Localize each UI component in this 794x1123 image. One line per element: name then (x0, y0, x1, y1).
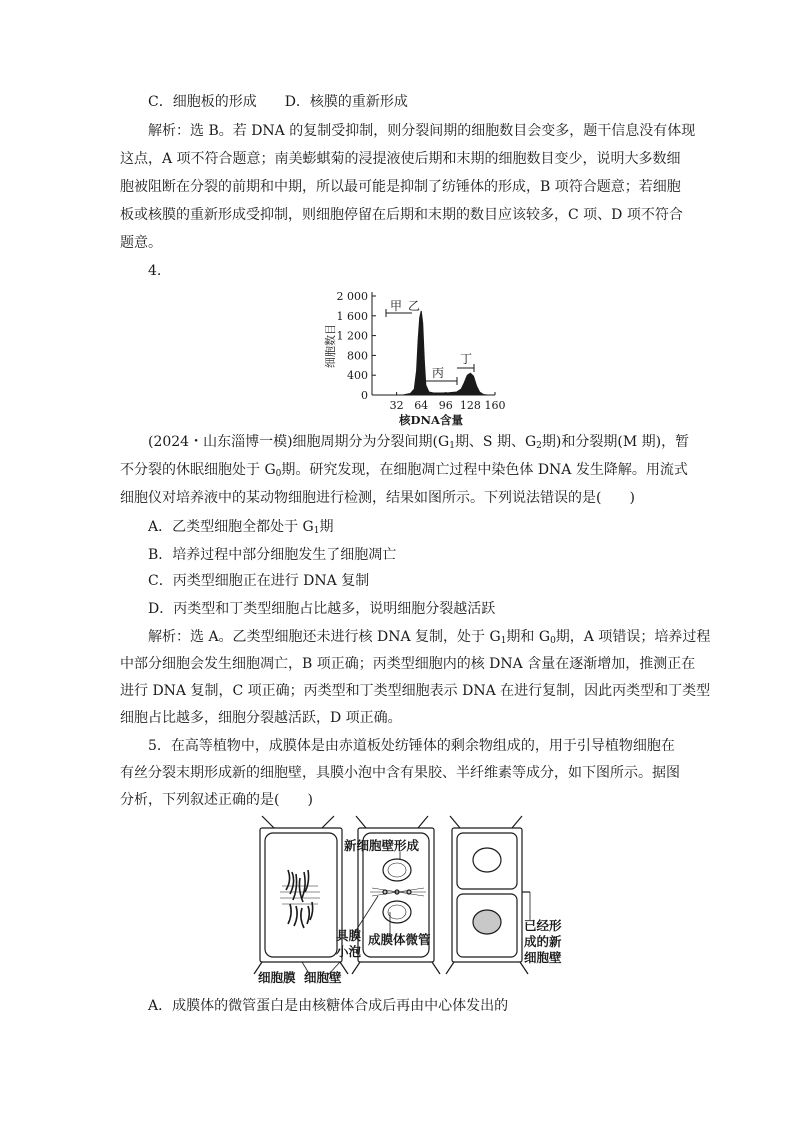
q3-options-cd: C．细胞板的形成 D．核膜的重新形成 (148, 94, 408, 110)
q4-analysis-line-4: 细胞占比越多，细胞分裂越活跃，D 项正确。 (120, 710, 402, 726)
chart-y-axis-label: 细胞数目 (324, 324, 337, 368)
q4-stem-line-1: (2024・山东淄博一模)细胞周期分为分裂间期($G_1$期、S 期、$G_2$期)和分裂期(M 期)，暂 (148, 434, 690, 451)
y-tick-label: 800 (347, 349, 368, 363)
label-microtubule: 成膜体微管 (368, 932, 431, 947)
q4-stem-line-2: 不分裂的休眠细胞处于 $G_0$期。研究发现，在细胞凋亡过程中染色体 DNA 发生降解。用流式 (120, 462, 688, 479)
label-vesicle-line-1: 具膜 (336, 928, 362, 943)
label-bing: 丙 (431, 366, 445, 380)
q4-number: 4. (148, 263, 162, 279)
q3-analysis-line-4: 板或核膜的重新形成受抑制，则细胞停留在后期和末期的数目应该较多，C 项、D 项不符合 (120, 207, 683, 223)
q5-option-a: A．成膜体的微管蛋白是由核糖体合成后再由中心体发出的 (148, 998, 509, 1014)
q5-stem-line-2: 有丝分裂末期形成新的细胞壁，具膜小泡中含有果胶、半纤维素等成分，如下图所示。据图 (120, 765, 680, 781)
x-tick-label: 64 (414, 399, 429, 412)
x-tick-label: 96 (438, 399, 453, 412)
q4-analysis-line-1: 解析：选 A。乙类型细胞还未进行核 DNA 复制，处于 $G_1$期和 $G_0$期，A 项错误；培养过程 (148, 629, 711, 646)
q4-option-a: A．乙类型细胞全都处于 $G_1$期 (148, 519, 334, 536)
q5-stem-line-3: 分析，下列叙述正确的是( ) (120, 792, 313, 808)
label-yi: 乙 (407, 299, 421, 313)
dna-content-histogram (320, 284, 510, 430)
chart-x-axis-label: 核DNA含量 (399, 413, 463, 427)
label-jia: 甲 (389, 299, 403, 313)
y-tick-label: 0 (361, 389, 368, 402)
label-formed-wall-3: 细胞壁 (524, 950, 562, 965)
label-cell-membrane: 细胞膜 (258, 970, 296, 985)
label-vesicle-line-2: 小泡 (336, 944, 362, 959)
cell-plate-figure (250, 812, 580, 990)
q4-analysis-line-3: 进行 DNA 复制，C 项正确；丙类型和丁类型细胞表示 DNA 在进行复制，因此丙类型和丁类型 (120, 683, 711, 699)
label-new-wall-forming: 新细胞壁形成 (344, 838, 420, 853)
y-tick-label: 1 600 (336, 309, 368, 323)
q3-analysis-line-3: 胞被阻断在分裂的前期和中期，所以最可能是抑制了纺锤体的形成，B 项符合题意；若细胞 (120, 179, 681, 195)
y-tick-label: 1 200 (336, 329, 368, 343)
q5-stem-line-1: 5．在高等植物中，成膜体是由赤道板处纺锤体的剩余物组成的，用于引导植物细胞在 (148, 738, 675, 754)
q4-stem-line-3: 细胞仪对培养液中的某动物细胞进行检测，结果如图所示。下列说法错误的是( ) (120, 490, 635, 506)
q4-analysis-line-2: 中部分细胞会发生细胞凋亡，B 项正确；丙类型细胞内的核 DNA 含量在逐渐增加，推测正在 (120, 656, 696, 672)
label-formed-wall-2: 成的新 (524, 934, 562, 949)
q3-analysis-line-1: 解析：选 B。若 DNA 的复制受抑制，则分裂间期的细胞数目会变多，题干信息没有体现 (148, 123, 696, 139)
label-ding: 丁 (459, 352, 473, 366)
x-tick-label: 128 (459, 399, 481, 412)
cell-1 (254, 816, 348, 974)
x-tick-label: 32 (389, 399, 404, 412)
q3-analysis-line-5: 题意。 (120, 235, 162, 251)
y-tick-label: 400 (347, 369, 368, 383)
q4-option-b: B．培养过程中部分细胞发生了细胞凋亡 (148, 547, 397, 563)
q4-option-c: C．丙类型细胞正在进行 DNA 复制 (148, 573, 370, 589)
y-tick-label: 2 000 (336, 290, 368, 303)
label-formed-wall-1: 已经形 (524, 918, 562, 933)
cell-3 (446, 816, 530, 974)
q4-option-d: D．丙类型和丁类型细胞占比越多，说明细胞分裂越活跃 (148, 601, 496, 617)
label-cell-wall: 细胞壁 (304, 970, 342, 985)
q3-analysis-line-2: 这点，A 项不符合题意；南美蟛蜞菊的浸提液使后期和末期的细胞数目变少，说明大多数细 (120, 151, 681, 167)
x-tick-label: 160 (484, 399, 506, 412)
